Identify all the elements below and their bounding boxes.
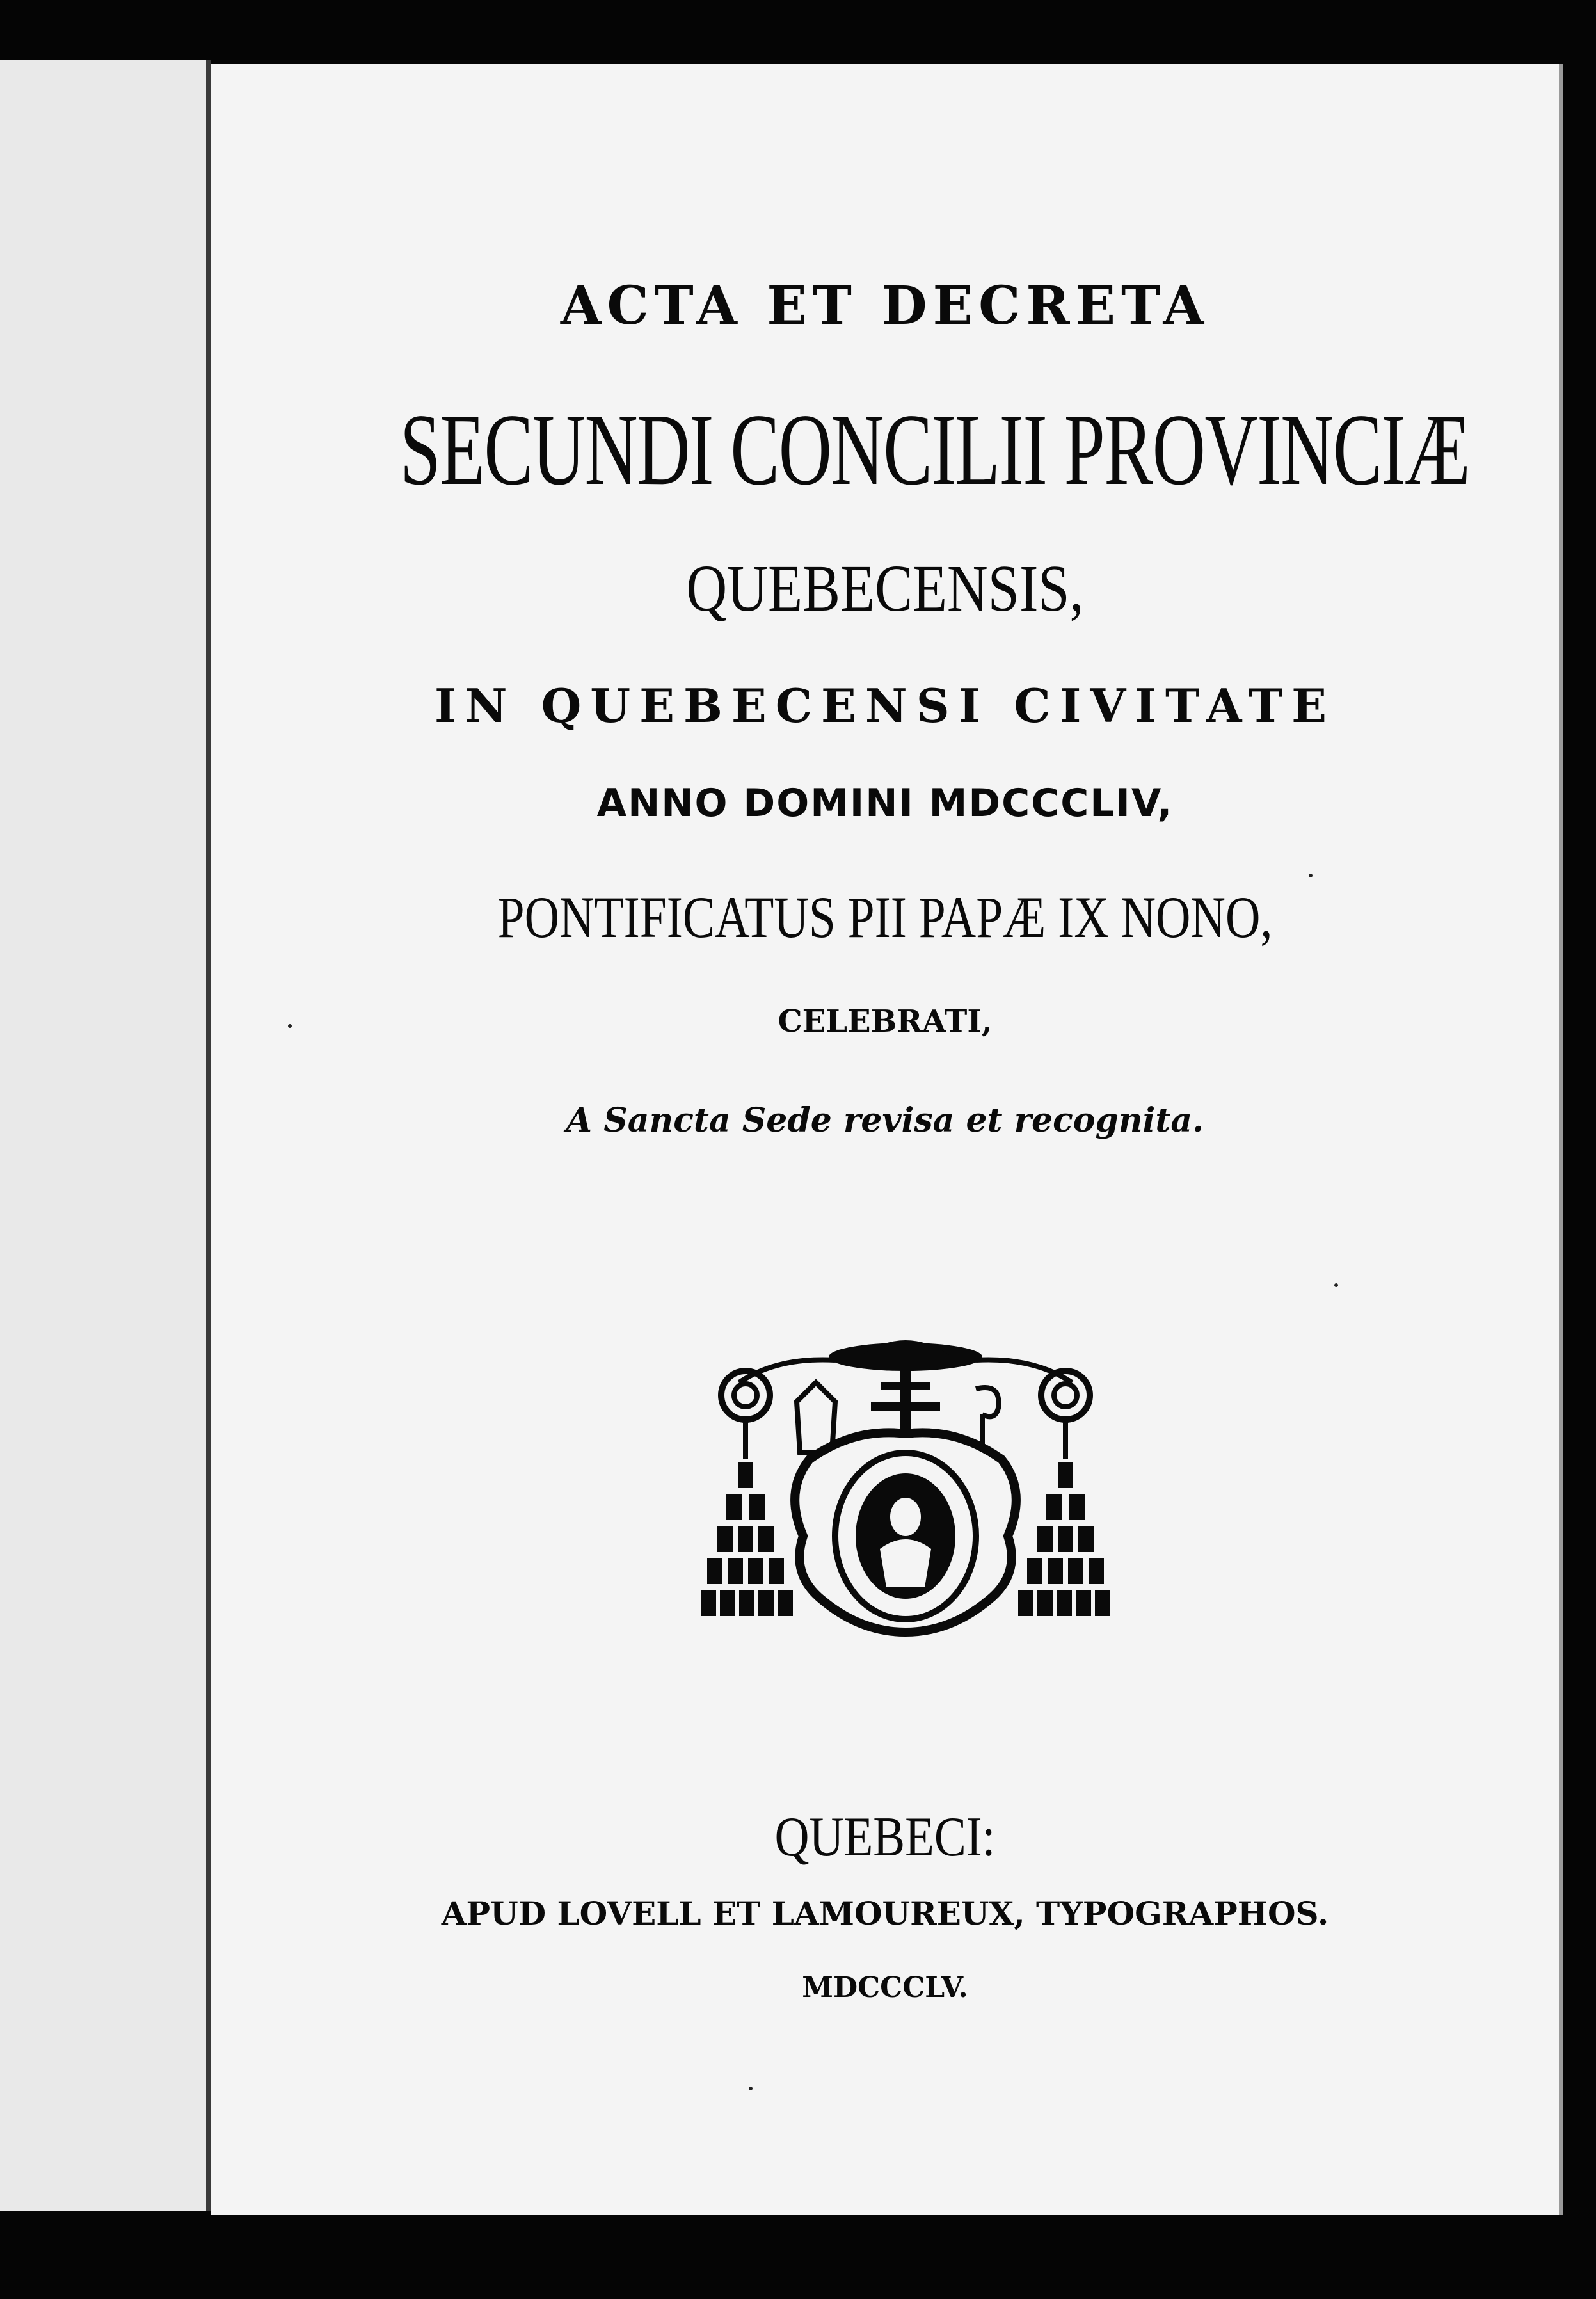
title-line-anno-domini: ANNO DOMINI MDCCCLIV,	[596, 781, 1174, 826]
paper-speck	[749, 2087, 753, 2090]
title-line-celebrati: CELEBRATI,	[778, 1004, 993, 1039]
paper-speck	[1334, 1283, 1338, 1287]
book-spine-edge	[0, 60, 211, 2211]
paper-speck	[1309, 874, 1313, 877]
title-page	[211, 64, 1563, 2215]
imprint-printer: APUD LOVELL ET LAMOUREUX, TYPOGRAPHOS.	[441, 1894, 1329, 1932]
paper-speck	[288, 1024, 292, 1028]
imprint-city: QUEBECI:	[774, 1806, 996, 1868]
title-line-sancta-sede: A Sancta Sede revisa et recognita.	[566, 1101, 1204, 1140]
title-line-acta: ACTA ET DECRETA	[560, 275, 1210, 337]
title-line-quebecensis: QUEBECENSIS,	[686, 552, 1084, 625]
title-line-civitate: IN QUEBECENSI CIVITATE	[435, 678, 1336, 733]
imprint-year: MDCCCLV.	[802, 1971, 968, 2004]
title-line-pontificatus: PONTIFICATUS PII PAPÆ IX NONO,	[497, 885, 1273, 950]
coat-of-arms-icon	[701, 1331, 1110, 1715]
title-line-concilii: SECUNDI CONCILII PROVINCIÆ	[399, 392, 1470, 506]
